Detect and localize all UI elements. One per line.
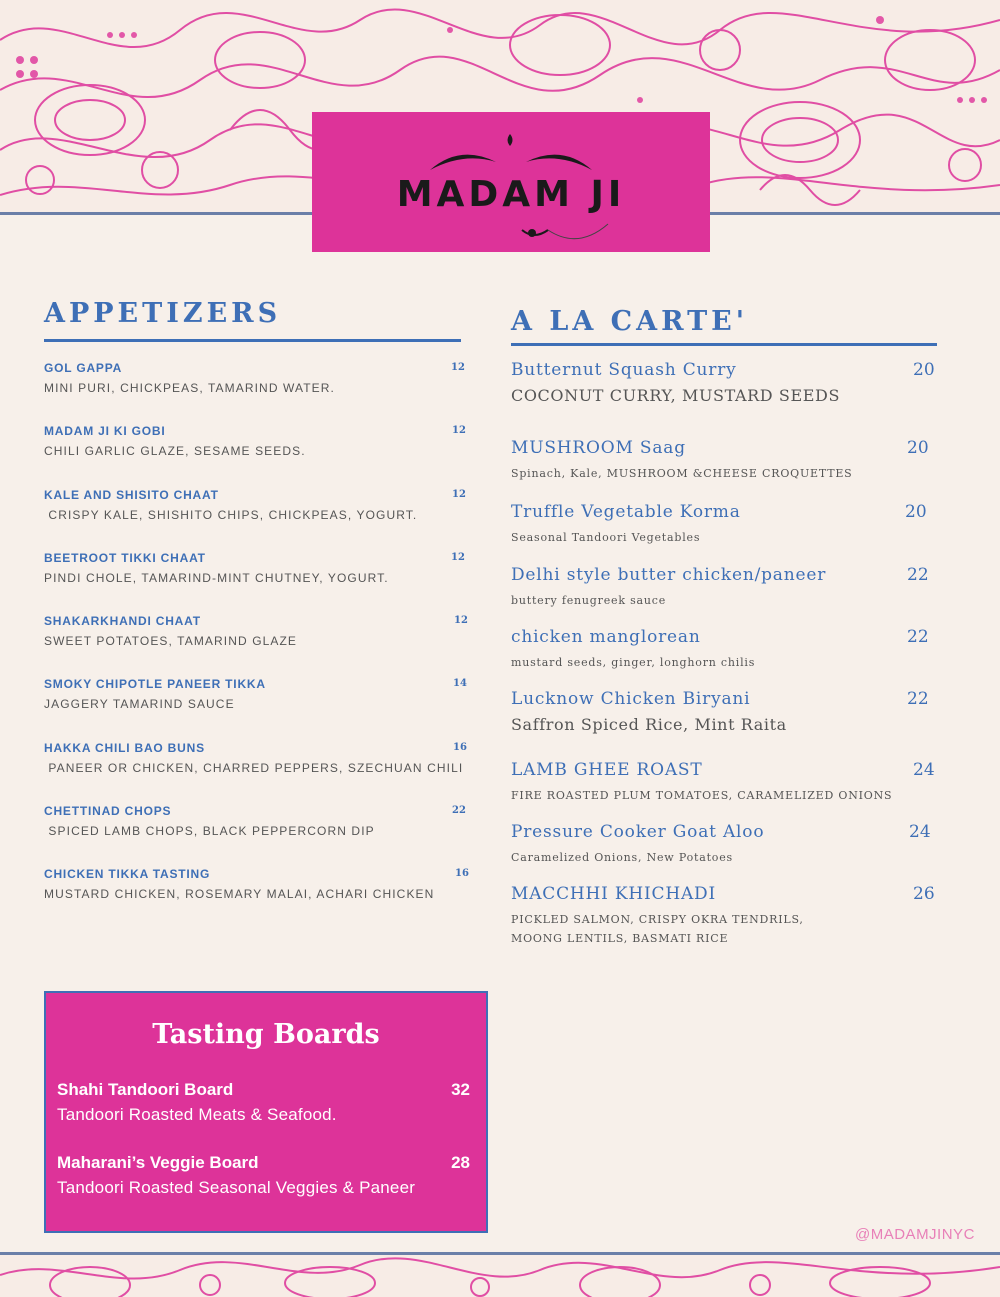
dish-description: Saffron Spiced Rice, Mint Raita (511, 715, 787, 734)
dish-name: chicken manglorean (511, 627, 701, 647)
dish-description: COCONUT CURRY, MUSTARD SEEDS (511, 386, 841, 405)
appetizer-price: 12 (454, 615, 468, 626)
appetizer-description: PINDI CHOLE, TAMARIND-MINT CHUTNEY, YOGURT. (44, 571, 389, 585)
dish-description: PICKLED SALMON, CRISPY OKRA TENDRILS, MOONG LENTILS, BASMATI RICE (511, 913, 804, 945)
tasting-board-name: Shahi Tandoori Board (57, 1080, 234, 1099)
paisley-footer-band (0, 1252, 1000, 1297)
appetizer-name: GOL GAPPA (44, 361, 123, 375)
tasting-boards-panel (44, 991, 488, 1233)
appetizer-name: SMOKY CHIPOTLE PANEER TIKKA (44, 677, 266, 691)
dish-price: 20 (907, 438, 929, 458)
dish-name: Pressure Cooker Goat Aloo (511, 822, 765, 842)
paisley-pattern-icon (0, 1255, 1000, 1297)
appetizer-price: 12 (451, 552, 465, 563)
dish-description: FIRE ROASTED PLUM TOMATOES, CARAMELIZED ONIONS (511, 789, 893, 802)
appetizers-heading: APPETIZERS (44, 298, 282, 329)
appetizer-price: 12 (452, 489, 466, 500)
a-la-carte-divider (511, 343, 937, 346)
appetizer-name: CHETTINAD CHOPS (44, 804, 172, 818)
appetizer-name: BEETROOT TIKKI CHAAT (44, 551, 206, 565)
appetizer-name: MADAM JI KI GOBI (44, 424, 166, 438)
dish-name: Lucknow Chicken Biryani (511, 689, 751, 709)
dish-name: MUSHROOM Saag (511, 438, 686, 458)
appetizer-price: 14 (453, 678, 467, 689)
tasting-board-price: 32 (451, 1080, 470, 1099)
dish-name: Truffle Vegetable Korma (511, 502, 741, 522)
dish-description: Caramelized Onions, New Potatoes (511, 851, 733, 864)
appetizer-description: CRISPY KALE, SHISHITO CHIPS, CHICKPEAS, YOGURT. (44, 508, 418, 522)
appetizer-description: JAGGERY TAMARIND SAUCE (44, 697, 235, 711)
tasting-boards-heading: Tasting Boards (152, 1019, 380, 1050)
dish-price: 22 (907, 689, 929, 709)
a-la-carte-heading: A LA CARTE' (511, 306, 749, 337)
dish-price: 24 (909, 822, 931, 842)
dish-price: 22 (907, 565, 929, 585)
dish-description: buttery fenugreek sauce (511, 594, 667, 607)
appetizer-description: SPICED LAMB CHOPS, BLACK PEPPERCORN DIP (44, 824, 375, 838)
social-handle: @MADAMJINYC (855, 1226, 975, 1243)
tasting-board-description: Tandoori Roasted Meats & Seafood. (57, 1105, 337, 1124)
appetizer-name: HAKKA CHILI BAO BUNS (44, 741, 205, 755)
appetizer-price: 12 (452, 425, 466, 436)
appetizer-price: 12 (451, 362, 465, 373)
dish-description: Spinach, Kale, MUSHROOM &CHEESE CROQUETTES (511, 467, 853, 480)
dish-description: mustard seeds, ginger, longhorn chilis (511, 656, 756, 669)
brand-name: MADAM JI (396, 174, 626, 215)
dish-price: 20 (905, 502, 927, 522)
dish-name: LAMB GHEE ROAST (511, 760, 703, 780)
appetizer-description: PANEER OR CHICKEN, CHARRED PEPPERS, SZECHUAN CHILI (44, 761, 464, 775)
appetizer-price: 16 (453, 742, 467, 753)
appetizer-price: 16 (455, 868, 469, 879)
dish-price: 20 (913, 360, 935, 380)
appetizer-description: CHILI GARLIC GLAZE, SESAME SEEDS. (44, 444, 306, 458)
dish-description: Seasonal Tandoori Vegetables (511, 531, 701, 544)
appetizers-divider (44, 339, 461, 342)
appetizer-description: MINI PURI, CHICKPEAS, TAMARIND WATER. (44, 381, 335, 395)
appetizer-name: SHAKARKHANDI CHAAT (44, 614, 201, 628)
appetizer-description: MUSTARD CHICKEN, ROSEMARY MALAI, ACHARI CHICKEN (44, 887, 435, 901)
tasting-board-name: Maharani’s Veggie Board (57, 1153, 259, 1172)
appetizer-name: KALE AND SHISITO CHAAT (44, 488, 219, 502)
appetizer-description: SWEET POTATOES, TAMARIND GLAZE (44, 634, 298, 648)
appetizer-name: CHICKEN TIKKA TASTING (44, 867, 211, 881)
dish-price: 26 (913, 884, 935, 904)
dish-name: MACCHHI KHICHADI (511, 884, 716, 904)
dish-price: 22 (907, 627, 929, 647)
tasting-board-description: Tandoori Roasted Seasonal Veggies & Paneer (57, 1178, 416, 1197)
dish-name: Delhi style butter chicken/paneer (511, 565, 827, 585)
appetizer-price: 22 (452, 805, 466, 816)
tasting-board-price: 28 (451, 1153, 470, 1172)
dish-price: 24 (913, 760, 935, 780)
dish-name: Butternut Squash Curry (511, 360, 737, 380)
logo (312, 112, 710, 252)
